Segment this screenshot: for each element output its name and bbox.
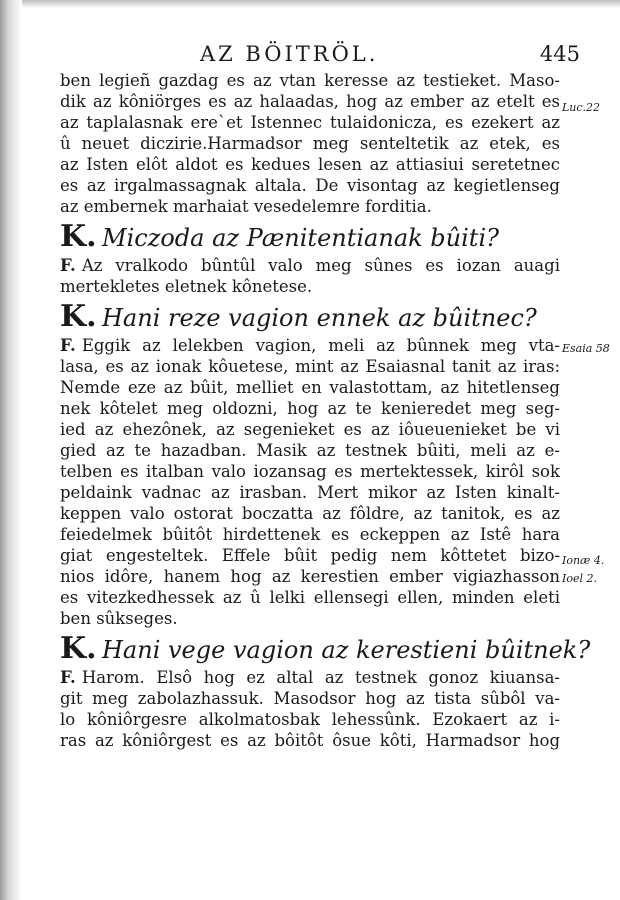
text-line: telben es italban valo iozansag es mertektessek, kirôl sok	[60, 462, 560, 481]
scan-shadow-left	[0, 0, 22, 900]
answer-text: Az vralkodo bûntûl valo meg sûnes es iozan auagi	[81, 256, 560, 275]
text-line: az Isten elôt aldot es kedues lesen az attiasiui seretetnec	[60, 155, 560, 174]
question-1	[60, 219, 560, 255]
answer-text: Harom. Elsô hog ez altal az testnek gonoz kiuansa-	[81, 668, 560, 687]
text-line: es az irgalmassagnak altala. De visontag az kegietlenseg	[60, 176, 560, 195]
answer-line	[60, 335, 560, 356]
margin-note-ioel: Ioel 2.	[562, 572, 597, 585]
text-line: az embernek marhaiat vesedelemre forditia.	[60, 197, 432, 216]
text-line: feiedelmek bûitôt hirdettenek es eckeppen az Istê hara	[60, 525, 560, 544]
answer-mark: F.	[60, 668, 76, 687]
text-line: az taplalasnak ere`et Istennec tulaidonicza, es ezekert az	[60, 113, 560, 132]
question-text: Hani vege vagion az kerestieni bûitnek?	[102, 636, 591, 664]
text-line: es vitezkedhessek az û lelki ellensegi ellen, minden eleti	[60, 588, 560, 607]
question-2	[60, 299, 560, 335]
question-mark: K.	[60, 219, 97, 254]
text-line: mertekletes eletnek kônetese.	[60, 277, 313, 296]
text-line: ben legieñ gazdag es az vtan keresse az testieket. Maso-	[60, 71, 560, 90]
question-3	[60, 631, 591, 667]
text-line: ben sûkseges.	[60, 609, 178, 628]
answer-text: Eggik az lelekben vagion, meli az bûnnek meg vta-	[81, 336, 560, 355]
text-line: lasa, es az ionak kôuetese, mint az Esaiasnal tanit az iras:	[60, 357, 560, 376]
text-line: keppen valo ostorat boczatta az fôldre, az tanitok, es az	[60, 504, 560, 523]
answer-line	[60, 255, 560, 276]
text-line: peldaink vadnac az irasban. Mert mikor az Isten kinalt-	[60, 483, 560, 502]
text-line: û neuet diczirie.Harmadsor meg senteltetik az etek, es	[60, 134, 560, 153]
running-title: AZ BÖITRÖL.	[200, 42, 379, 66]
text-line: dik az kôniörges es az halaadas, hog az ember az etelt es	[60, 92, 560, 111]
text-line: Nemde eze az bûit, melliet en valastottam, az hitetlenseg	[60, 378, 560, 397]
question-text: Hani reze vagion ennek az bûitnec?	[102, 304, 537, 332]
text-line: giat engesteltek. Effele bûit pedig nem kôttetet bizo-	[60, 546, 560, 565]
question-mark: K.	[60, 631, 97, 666]
text-line: lo kôniôrgesre alkolmatosbak lehessûnk. Ezokaert az i-	[60, 710, 560, 729]
margin-note-esaias: Esaia 58	[562, 342, 610, 355]
answer-mark: F.	[60, 256, 76, 275]
margin-note-luc: Luc.22	[562, 101, 601, 114]
answer-mark: F.	[60, 336, 76, 355]
text-line: git meg zabolazhassuk. Masodsor hog az tista sûbôl va-	[60, 689, 560, 708]
text-line: nek kôtelet meg oldozni, hog az te kenieredet meg seg-	[60, 399, 560, 418]
answer-line	[60, 667, 560, 688]
question-text: Miczoda az Pænitentianak bûiti?	[102, 224, 499, 252]
margin-notes	[560, 70, 620, 900]
text-line: gied az te hazadban. Masik az testnek bûiti, meli az e-	[60, 441, 560, 460]
question-mark: K.	[60, 299, 97, 334]
page-header	[60, 42, 580, 68]
text-line: ied az ehezônek, az segenieket es az iôueuenieket be vi	[60, 420, 560, 439]
margin-note-ionae: Ionæ 4.	[562, 554, 605, 567]
page-number: 445	[539, 42, 580, 66]
text-line: ras az kôniôrgest es az bôitôt ôsue kôti, Harmadsor hog	[60, 731, 560, 750]
scan-shadow-top	[0, 0, 620, 8]
text-line: nios idôre, hanem hog az kerestien ember vigiazhasson	[60, 567, 560, 586]
